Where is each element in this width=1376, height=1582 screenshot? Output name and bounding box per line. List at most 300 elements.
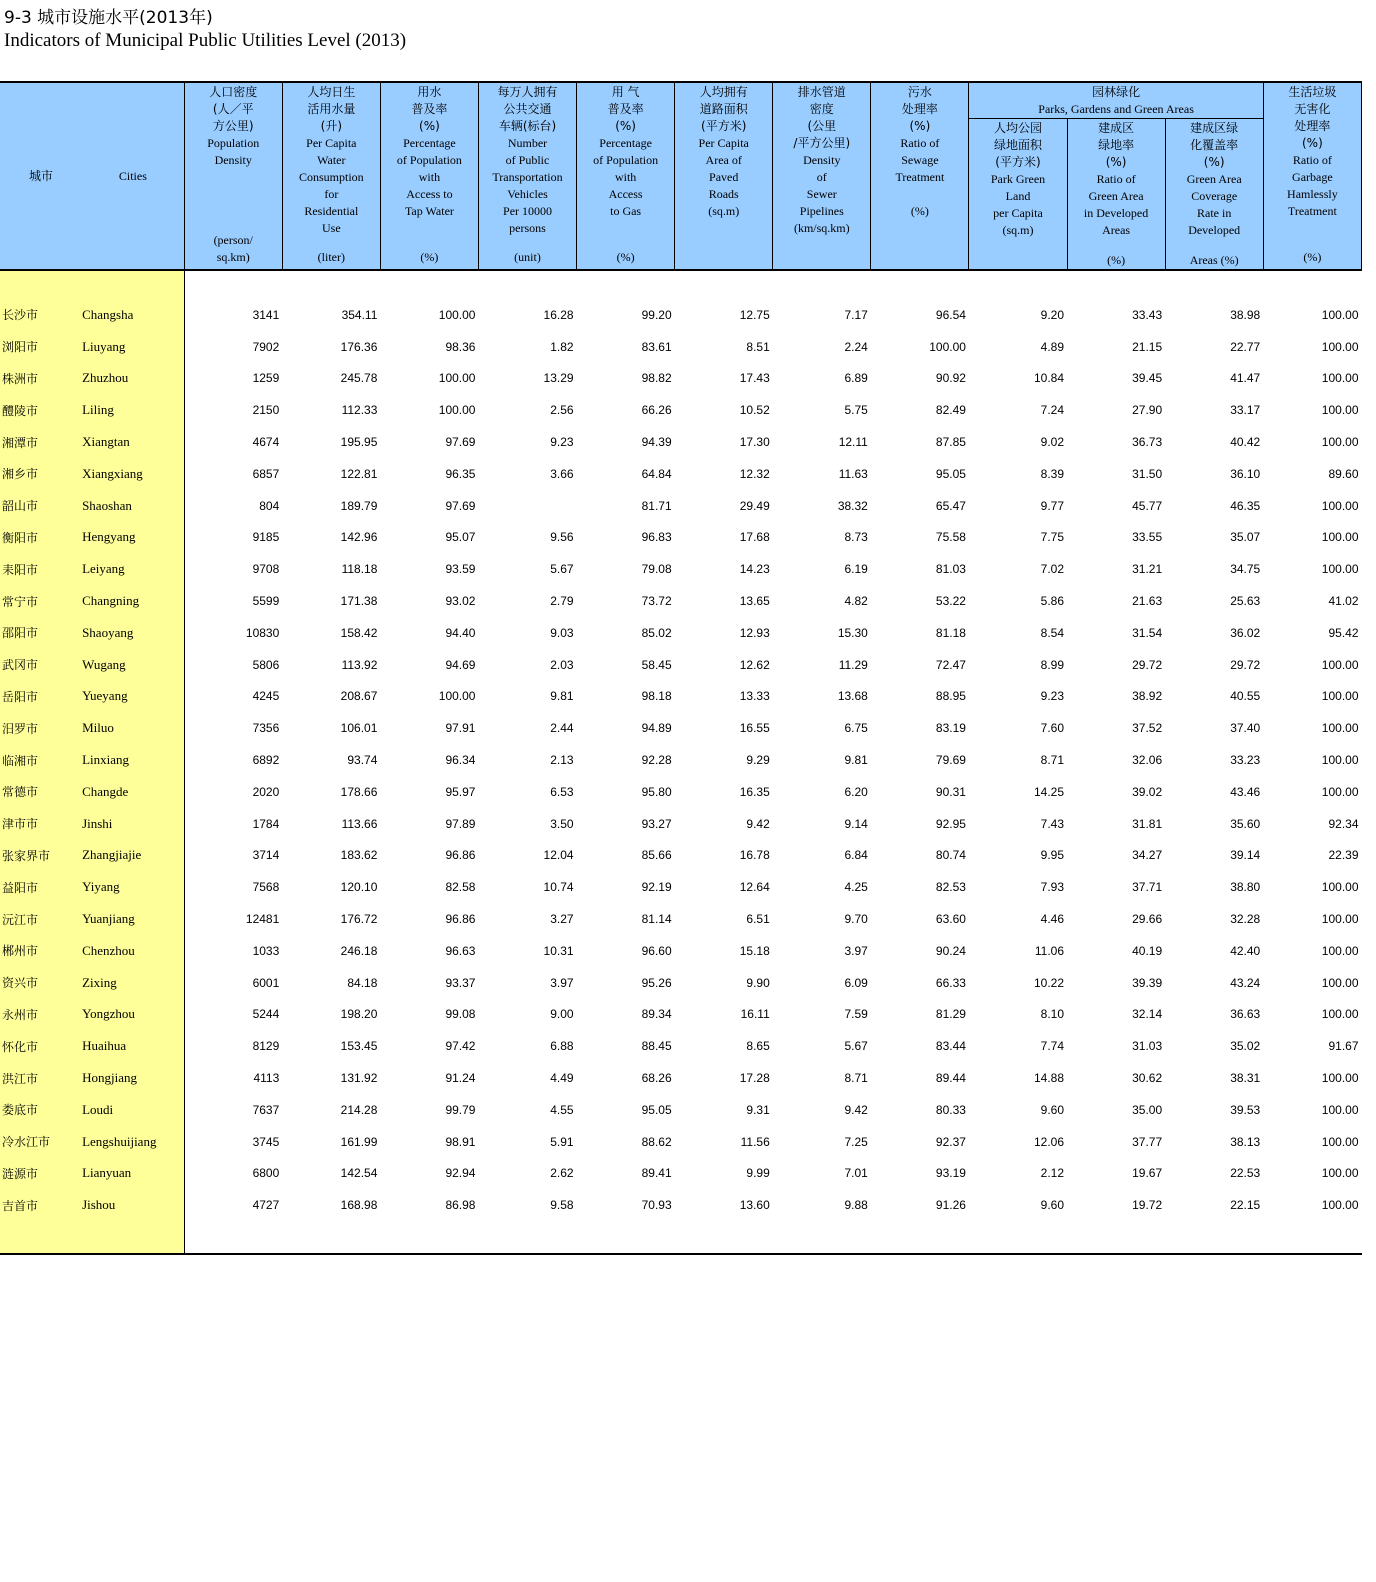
value-cell: 189.79 — [340, 498, 378, 513]
value-cell: 11.29 — [838, 657, 868, 672]
value-cell: 7.01 — [844, 1166, 868, 1181]
value-cell: 58.45 — [641, 657, 672, 672]
value-cell: 94.39 — [641, 435, 672, 450]
value-cell: 36.10 — [1230, 466, 1261, 481]
header-cell-3 — [380, 82, 478, 270]
value-cell: 98.18 — [641, 689, 672, 704]
value-cell: 7.93 — [1040, 880, 1065, 895]
value-cell: 37.52 — [1132, 721, 1163, 736]
value-cell: 73.72 — [641, 594, 672, 609]
value-cell: 35.00 — [1132, 1102, 1163, 1117]
header-cell-10 — [1067, 119, 1165, 271]
value-cell: 43.46 — [1230, 784, 1261, 799]
column-header-en-line: to Gas — [610, 204, 642, 218]
value-cell: 6.20 — [844, 784, 868, 799]
city-name-en: Xiangtan — [82, 426, 184, 458]
table-title-en: Indicators of Municipal Public Utilities Level (2013) — [4, 30, 407, 51]
value-cell: 95.05 — [641, 1102, 672, 1117]
city-name-cn: 津市市 — [0, 808, 82, 840]
value-cell: 41.02 — [1328, 594, 1359, 609]
column-header-en-line: Park Green — [990, 172, 1046, 186]
column-header-en-line: Rate in — [1197, 206, 1232, 220]
value-cell: 12.04 — [543, 848, 574, 863]
column-header-en-line: Garbage — [1292, 170, 1333, 184]
value-cell: 85.66 — [641, 848, 672, 863]
value-cell: 30.62 — [1132, 1071, 1163, 1086]
header-spacer — [479, 237, 576, 249]
value-cell: 9.56 — [550, 530, 574, 545]
column-header-unit: (person/ — [213, 233, 253, 247]
value-cell: 80.74 — [935, 848, 966, 863]
city-name-cn: 醴陵市 — [0, 394, 82, 426]
value-cell: 4.89 — [1040, 339, 1065, 354]
value-cell: 97.42 — [445, 1039, 476, 1054]
value-cell: 12.06 — [1034, 1134, 1065, 1149]
value-cell: 6857 — [252, 466, 280, 481]
value-cell: 22.39 — [1328, 848, 1359, 863]
column-header-unit: (liter) — [317, 250, 345, 264]
city-name-cn: 沅江市 — [0, 903, 82, 935]
value-cell: 100.00 — [438, 403, 476, 418]
column-header-cn-line: 建成区绿 — [1190, 121, 1239, 135]
city-name-cn: 湘潭市 — [0, 426, 82, 458]
value-cell: 5.67 — [550, 562, 574, 577]
city-name-cn: 株洲市 — [0, 363, 82, 395]
column-header-en-line: Land — [1005, 189, 1031, 203]
value-cell: 100.00 — [1321, 657, 1359, 672]
column-header-9 — [969, 119, 1066, 269]
value-cell: 100.00 — [1321, 689, 1359, 704]
spacer-cell — [1067, 1221, 1165, 1254]
spacer-cell — [969, 1221, 1067, 1254]
value-cell: 100.00 — [1321, 1102, 1359, 1117]
column-header-cn-line: 排水管道 — [797, 85, 846, 99]
value-cell: 81.71 — [641, 498, 672, 513]
value-cell: 178.66 — [340, 784, 378, 799]
table-row — [0, 903, 1362, 935]
value-cell: 14.23 — [739, 562, 770, 577]
value-cell: 7.59 — [844, 1007, 868, 1022]
column-header-cn-line: 污水 — [907, 85, 932, 99]
value-cell: 3745 — [252, 1134, 280, 1149]
value-cell: 79.69 — [935, 753, 966, 768]
value-cell: 9.14 — [844, 816, 868, 831]
column-header-en-line: Percentage — [599, 136, 652, 150]
column-header-cn-line: /平方公里) — [793, 136, 851, 150]
spacer-cell — [1263, 1221, 1361, 1254]
value-cell: 16.78 — [739, 848, 770, 863]
column-header-en-line: (sq.m) — [1002, 223, 1034, 237]
value-cell: 97.69 — [445, 435, 476, 450]
value-cell: 9.03 — [550, 625, 574, 640]
value-cell: 80.33 — [935, 1102, 966, 1117]
city-name-cn: 吉首市 — [0, 1189, 82, 1221]
header-cell-4 — [478, 82, 576, 270]
header-spacer — [871, 220, 968, 266]
value-cell: 13.60 — [739, 1198, 770, 1213]
table-row — [0, 1158, 1362, 1190]
header-spacer — [1264, 220, 1361, 249]
value-cell: 5244 — [252, 1007, 280, 1022]
table-header — [0, 82, 1362, 270]
spacer-cell — [773, 1221, 871, 1254]
column-header-en-line: Sewer — [806, 187, 837, 201]
value-cell: 31.81 — [1132, 816, 1163, 831]
value-cell: 45.77 — [1132, 498, 1163, 513]
spacer-cell — [773, 270, 871, 299]
value-cell: 100.00 — [1321, 784, 1359, 799]
header-group-parks — [969, 82, 1263, 119]
value-cell: 8.65 — [746, 1039, 770, 1054]
header-cell-7 — [773, 82, 871, 270]
value-cell: 12481 — [245, 912, 280, 927]
column-header-6 — [675, 83, 772, 266]
value-cell: 100.00 — [438, 689, 476, 704]
column-header-unit: (%) — [1303, 250, 1322, 264]
value-cell: 83.61 — [641, 339, 672, 354]
spacer-cell — [871, 1221, 969, 1254]
value-cell: 10.22 — [1034, 975, 1065, 990]
column-header-en-line: of Population — [396, 153, 462, 167]
value-cell: 14.25 — [1034, 784, 1065, 799]
value-cell: 92.19 — [641, 880, 672, 895]
value-cell: 10.84 — [1034, 371, 1065, 386]
column-header-en-line: per Capita — [993, 206, 1043, 220]
value-cell: 82.53 — [935, 880, 966, 895]
value-cell: 14.88 — [1034, 1071, 1065, 1086]
value-cell: 97.91 — [445, 721, 476, 736]
column-header-en-line — [871, 186, 968, 203]
value-cell: 68.26 — [641, 1071, 672, 1086]
value-cell: 8.10 — [1040, 1007, 1065, 1022]
value-cell: 2.79 — [550, 594, 574, 609]
header-cell-2 — [282, 82, 380, 270]
city-name-cn: 湘乡市 — [0, 458, 82, 490]
value-cell: 75.58 — [935, 530, 966, 545]
value-cell: 83.19 — [935, 721, 966, 736]
table-row — [0, 553, 1362, 585]
city-name-cn: 冷水江市 — [0, 1126, 82, 1158]
value-cell: 161.99 — [340, 1134, 378, 1149]
value-cell: 17.30 — [739, 435, 770, 450]
city-name-en: Loudi — [82, 1094, 184, 1126]
city-name-en: Zhuzhou — [82, 363, 184, 395]
value-cell: 84.18 — [347, 975, 378, 990]
value-cell: 6.19 — [844, 562, 868, 577]
table-row — [0, 935, 1362, 967]
value-cell: 31.50 — [1132, 466, 1163, 481]
value-cell: 183.62 — [340, 848, 378, 863]
value-cell: 87.85 — [935, 435, 966, 450]
value-cell: 81.03 — [935, 562, 966, 577]
city-name-cn: 韶山市 — [0, 490, 82, 522]
value-cell: 89.34 — [641, 1007, 672, 1022]
column-header-en-line: Ratio of — [1096, 172, 1136, 186]
value-cell: 96.35 — [445, 466, 476, 481]
header-spacer — [283, 237, 380, 249]
value-cell: 7.75 — [1040, 530, 1065, 545]
value-cell: 96.60 — [641, 943, 672, 958]
value-cell: 142.96 — [340, 530, 378, 545]
value-cell: 9.99 — [746, 1166, 770, 1181]
value-cell: 92.94 — [445, 1166, 476, 1181]
city-name-cn: 资兴市 — [0, 967, 82, 999]
value-cell: 95.07 — [445, 530, 476, 545]
value-cell: 4674 — [252, 435, 280, 450]
value-cell: 96.86 — [445, 848, 476, 863]
column-header-unit: sq.km) — [216, 250, 250, 264]
value-cell: 36.73 — [1132, 435, 1163, 450]
value-cell: 118.18 — [341, 562, 378, 577]
value-cell: 22.53 — [1230, 1166, 1261, 1181]
value-cell: 88.62 — [641, 1134, 672, 1149]
city-name-en: Linxiang — [82, 744, 184, 776]
value-cell: 39.45 — [1132, 371, 1163, 386]
value-cell: 113.92 — [341, 657, 378, 672]
value-cell: 1259 — [252, 371, 280, 386]
value-cell: 7.17 — [844, 307, 868, 322]
city-name-cn: 永州市 — [0, 999, 82, 1031]
value-cell: 42.40 — [1230, 943, 1261, 958]
column-header-unit: (%) — [616, 250, 635, 264]
value-cell: 66.26 — [641, 403, 672, 418]
value-cell: 11.06 — [1034, 943, 1065, 958]
value-cell: 11.56 — [740, 1134, 770, 1149]
value-cell: 29.66 — [1132, 912, 1163, 927]
value-cell: 38.98 — [1230, 307, 1261, 322]
column-header-en-line: Sewage — [901, 153, 939, 167]
value-cell: 12.64 — [739, 880, 770, 895]
header-cell-12 — [1263, 82, 1361, 270]
value-cell: 9.81 — [550, 689, 574, 704]
value-cell: 32.14 — [1132, 1007, 1163, 1022]
value-cell: 25.63 — [1230, 594, 1261, 609]
column-header-4 — [479, 83, 576, 266]
city-name-en: Zixing — [82, 967, 184, 999]
value-cell: 39.14 — [1230, 848, 1261, 863]
value-cell: 95.42 — [1328, 625, 1359, 640]
value-cell: 70.93 — [641, 1198, 672, 1213]
value-cell: 95.97 — [445, 784, 476, 799]
city-name-en: Changsha — [82, 299, 184, 331]
value-cell: 34.27 — [1132, 848, 1163, 863]
value-cell: 95.80 — [641, 784, 672, 799]
column-header-cn-line: (%) — [1301, 136, 1323, 150]
value-cell: 31.54 — [1132, 625, 1163, 640]
value-cell: 31.21 — [1132, 562, 1163, 577]
value-cell: 96.83 — [641, 530, 672, 545]
value-cell: 112.33 — [341, 403, 378, 418]
value-cell: 100.00 — [1321, 721, 1359, 736]
value-cell: 37.77 — [1132, 1134, 1163, 1149]
header-cell-8 — [871, 82, 969, 270]
value-cell: 19.67 — [1132, 1166, 1163, 1181]
value-cell: 89.41 — [641, 1166, 672, 1181]
value-cell: 94.89 — [641, 721, 672, 736]
spacer-row — [0, 270, 1362, 299]
value-cell: 13.33 — [739, 689, 770, 704]
value-cell: 97.69 — [445, 498, 476, 513]
value-cell: 86.98 — [445, 1198, 476, 1213]
value-cell: 158.42 — [340, 625, 378, 640]
value-cell: 9.88 — [844, 1198, 868, 1213]
value-cell: 16.28 — [543, 307, 574, 322]
value-cell: 29.72 — [1132, 657, 1163, 672]
value-cell: 17.68 — [739, 530, 770, 545]
column-header-en-line: Green Area — [1186, 172, 1242, 186]
value-cell: 5.75 — [844, 403, 868, 418]
value-cell: 64.84 — [641, 466, 672, 481]
column-header-en-line: Per Capita — [698, 136, 749, 150]
value-cell: 95.26 — [641, 975, 672, 990]
table-body — [0, 270, 1362, 1254]
table-row — [0, 426, 1362, 458]
city-name-en: Jishou — [82, 1189, 184, 1221]
value-cell: 100.00 — [1321, 975, 1359, 990]
value-cell: 2.12 — [1040, 1166, 1065, 1181]
value-cell: 40.42 — [1230, 435, 1261, 450]
column-header-en-line: Per 10000 — [503, 204, 553, 218]
table-row — [0, 1094, 1362, 1126]
spacer-cell — [1067, 270, 1165, 299]
value-cell: 7.74 — [1040, 1039, 1065, 1054]
city-name-en: Wugang — [82, 649, 184, 681]
value-cell: 93.02 — [445, 594, 476, 609]
column-header-cn-line: 人口密度 — [209, 85, 258, 99]
value-cell: 12.11 — [838, 435, 868, 450]
column-header-cn-line: 道路面积 — [699, 102, 748, 116]
table-row — [0, 967, 1362, 999]
value-cell: 100.00 — [1321, 403, 1359, 418]
value-cell: 354.11 — [341, 307, 378, 322]
column-header-en-line: with — [418, 170, 441, 184]
value-cell: 9.20 — [1040, 307, 1065, 322]
value-cell: 38.92 — [1132, 689, 1163, 704]
value-cell: 88.45 — [641, 1039, 672, 1054]
value-cell: 93.74 — [347, 753, 378, 768]
value-cell: 95.05 — [935, 466, 966, 481]
value-cell: 2.62 — [550, 1166, 574, 1181]
column-header-en-line: Percentage — [403, 136, 456, 150]
value-cell: 100.00 — [1321, 339, 1359, 354]
value-cell: 6.89 — [844, 371, 868, 386]
value-cell: 33.55 — [1132, 530, 1163, 545]
spacer-cell — [675, 1221, 773, 1254]
spacer-cell — [1263, 270, 1361, 299]
value-cell: 3141 — [252, 307, 280, 322]
value-cell: 100.00 — [438, 371, 476, 386]
value-cell: 131.92 — [340, 1071, 378, 1086]
column-header-en-line: Vehicles — [507, 187, 548, 201]
value-cell: 22.77 — [1230, 339, 1261, 354]
table-row — [0, 1126, 1362, 1158]
value-cell: 96.86 — [445, 912, 476, 927]
value-cell: 12.93 — [739, 625, 770, 640]
column-header-en-line: Roads — [708, 187, 739, 201]
column-header-3 — [381, 83, 478, 266]
column-header-en-line: Use — [321, 221, 341, 235]
value-cell: 89.60 — [1328, 466, 1359, 481]
value-cell: 40.55 — [1230, 689, 1261, 704]
table-row — [0, 617, 1362, 649]
table-row — [0, 649, 1362, 681]
value-cell: 804 — [259, 498, 280, 513]
column-header-en-line: Area of — [705, 153, 742, 167]
value-cell: 98.82 — [641, 371, 672, 386]
value-cell: 100.00 — [1321, 530, 1359, 545]
value-cell: 15.18 — [739, 943, 770, 958]
city-name-en: Jinshi — [82, 808, 184, 840]
value-cell: 35.60 — [1230, 816, 1261, 831]
value-cell: 1.82 — [550, 339, 574, 354]
header-spacer — [381, 220, 478, 249]
header-spacer — [969, 239, 1066, 269]
city-name-en: Shaoshan — [82, 490, 184, 522]
city-name-en: Liling — [82, 394, 184, 426]
city-name-en: Yiyang — [82, 871, 184, 903]
value-cell: 100.00 — [929, 339, 966, 354]
column-header-en-line: Consumption — [298, 170, 364, 184]
value-cell: 17.28 — [739, 1071, 770, 1086]
column-header-en-line: (%) — [910, 204, 929, 218]
city-name-cn: 浏阳市 — [0, 331, 82, 363]
value-cell: 1033 — [252, 943, 280, 958]
spacer-cell — [184, 270, 282, 299]
value-cell: 4.55 — [550, 1102, 574, 1117]
value-cell: 98.36 — [445, 339, 476, 354]
value-cell: 27.90 — [1132, 403, 1163, 418]
value-cell: 7902 — [252, 339, 280, 354]
value-cell: 168.98 — [340, 1198, 378, 1213]
column-header-cn-line: (%) — [1203, 155, 1225, 169]
column-header-cn-line: 用水 — [417, 85, 442, 99]
value-cell: 122.81 — [340, 466, 378, 481]
column-header-12 — [1264, 83, 1361, 266]
value-cell: 100.00 — [1321, 371, 1359, 386]
value-cell: 29.72 — [1230, 657, 1261, 672]
table-row — [0, 394, 1362, 426]
column-header-en-line: Developed — [1188, 223, 1241, 237]
value-cell: 13.68 — [837, 689, 868, 704]
value-cell: 36.63 — [1230, 1007, 1261, 1022]
column-header-cn-line: 普及率 — [607, 102, 644, 116]
value-cell: 90.24 — [935, 943, 966, 958]
value-cell: 5.67 — [844, 1039, 868, 1054]
spacer-cell — [871, 270, 969, 299]
value-cell: 9.31 — [746, 1102, 770, 1117]
city-name-cn: 张家界市 — [0, 840, 82, 872]
value-cell: 81.18 — [935, 625, 966, 640]
value-cell: 22.15 — [1230, 1198, 1261, 1213]
value-cell: 8.39 — [1040, 466, 1065, 481]
value-cell: 99.20 — [641, 307, 672, 322]
value-cell: 100.00 — [1321, 562, 1359, 577]
value-cell: 3714 — [252, 848, 280, 863]
spacer-cell — [969, 270, 1067, 299]
column-header-cn-line: 用 气 — [611, 85, 640, 99]
value-cell: 245.78 — [340, 371, 378, 386]
value-cell: 38.31 — [1230, 1071, 1261, 1086]
utilities-table — [0, 81, 1362, 1255]
value-cell: 93.59 — [445, 562, 476, 577]
value-cell: 5.91 — [550, 1134, 574, 1149]
value-cell: 53.22 — [935, 594, 966, 609]
column-header-en-line: Coverage — [1191, 189, 1238, 203]
value-cell: 17.43 — [739, 371, 770, 386]
column-header-unit: (%) — [1107, 253, 1126, 267]
column-header-cn-line: (%) — [419, 119, 440, 133]
column-header-en-line: Hamlessly — [1287, 187, 1338, 201]
